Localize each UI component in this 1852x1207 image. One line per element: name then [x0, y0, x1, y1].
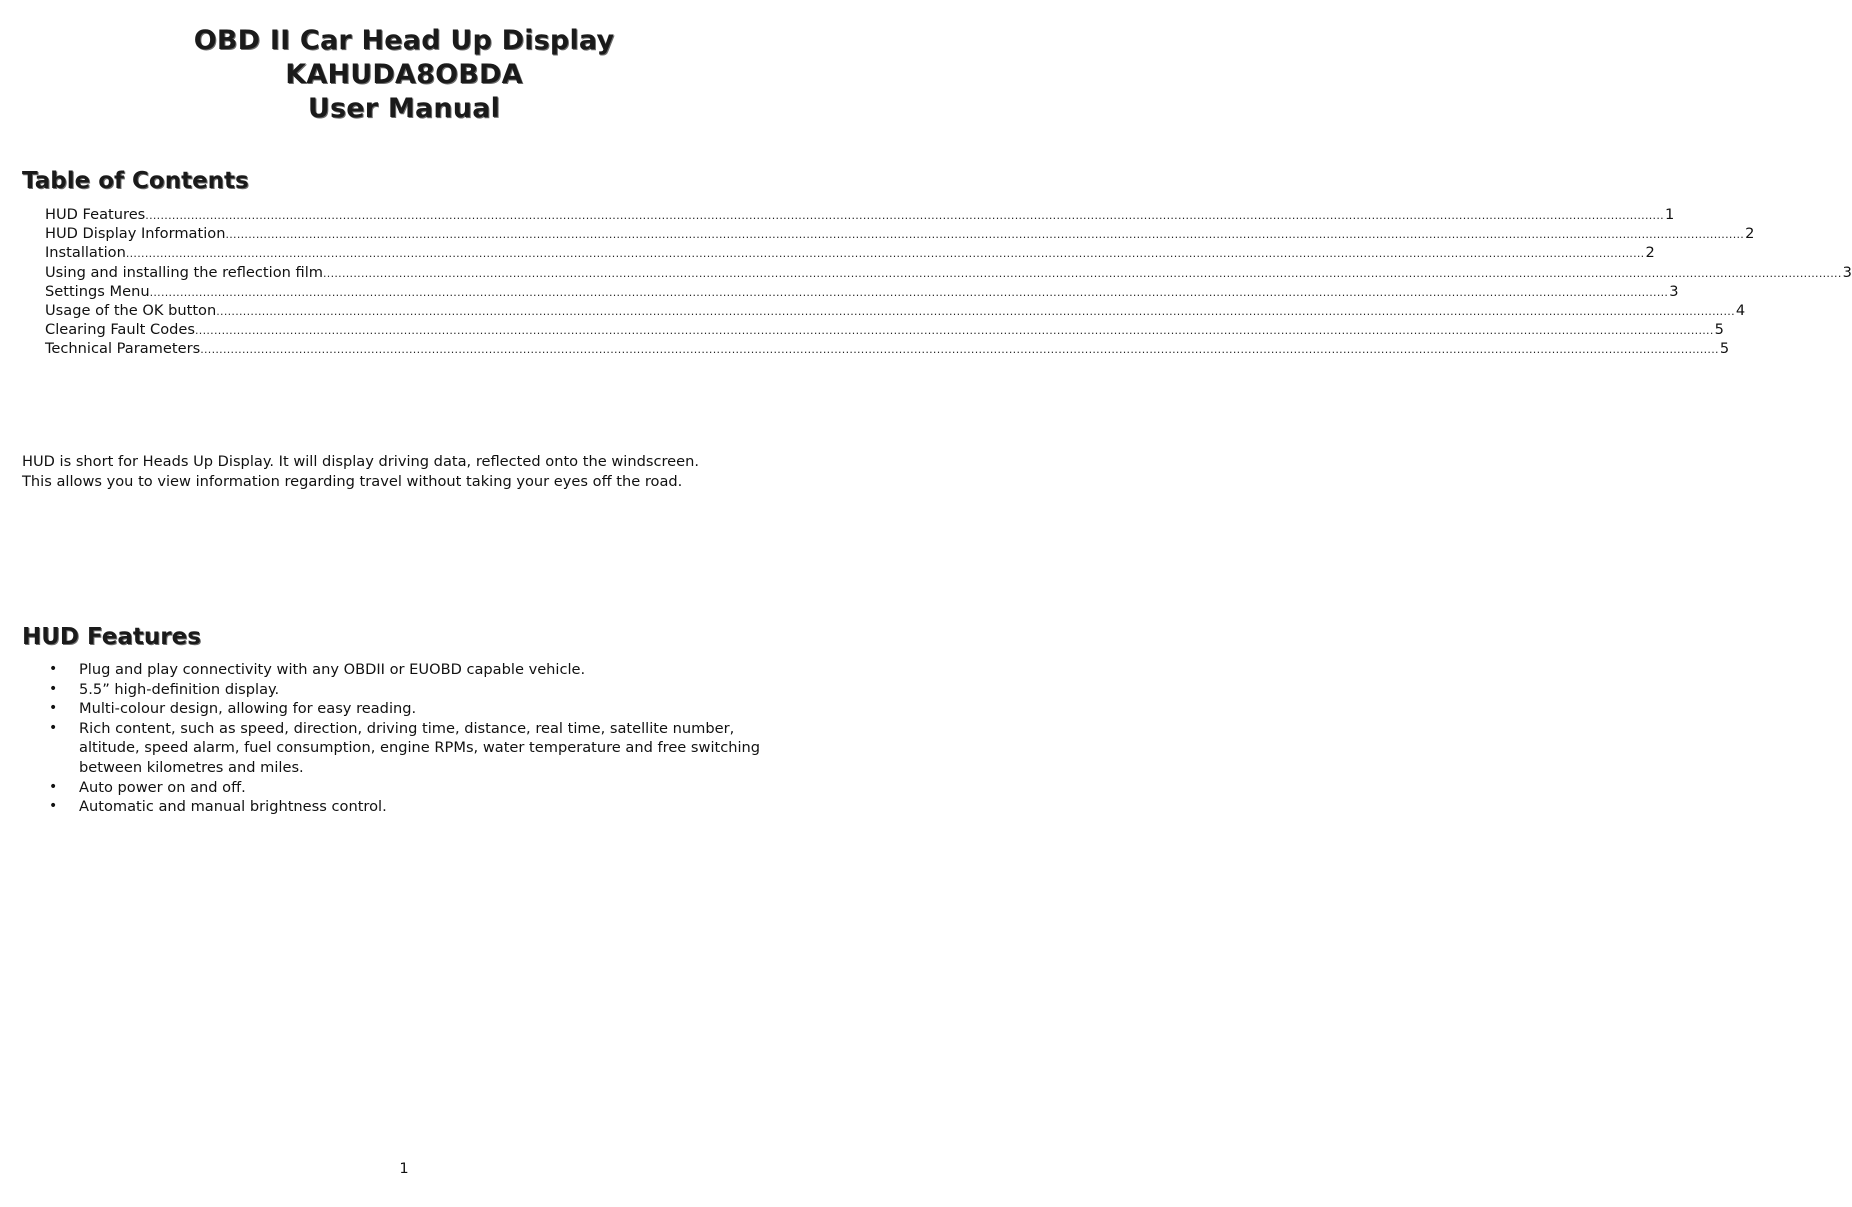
- bullet-icon: •: [49, 719, 58, 736]
- intro-line: This allows you to view information regarding travel without taking your eyes off the road.: [22, 472, 683, 490]
- toc-entry[interactable]: [45, 282, 1679, 301]
- toc-entry-page: 3: [1842, 263, 1852, 281]
- page-number: 1: [399, 1160, 409, 1177]
- toc-entry-title: HUD Display Information: [45, 225, 226, 243]
- intro-paragraph: [22, 452, 792, 491]
- feature-item: [0, 778, 790, 798]
- toc-entry-page: 1: [1664, 206, 1675, 223]
- toc-entry-title: HUD Features: [45, 206, 146, 223]
- toc-entry[interactable]: [45, 301, 1746, 320]
- toc-dot-leader: ................................................................................................................................................................................................................................................................................................................................................................................................................: [225, 228, 1745, 242]
- table-of-contents: [45, 205, 1852, 359]
- toc-entry[interactable]: [45, 339, 1730, 358]
- feature-text: Multi-colour design, allowing for easy reading.: [79, 700, 417, 718]
- toc-entry-page: 2: [1645, 244, 1655, 262]
- toc-dot-leader: ................................................................................................................................................................................................................................................................................................................................................................................................................: [149, 285, 1669, 299]
- toc-entry-title: Settings Menu: [45, 282, 150, 300]
- toc-dot-leader: ................................................................................................................................................................................................................................................................................................................................................................................................................: [145, 209, 1664, 222]
- bullet-icon: •: [49, 680, 58, 697]
- title-subtitle: User Manual: [307, 93, 501, 124]
- feature-list: [0, 660, 790, 817]
- toc-entry-title: Installation: [45, 244, 126, 262]
- feature-text: 5.5” high-definition display.: [79, 680, 280, 698]
- toc-entry-page: 5: [1719, 340, 1730, 358]
- intro-line: HUD is short for Heads Up Display. It will display driving data, reflected onto the windscreen.: [22, 453, 699, 470]
- toc-entry[interactable]: [45, 263, 1852, 282]
- toc-dot-leader: ................................................................................................................................................................................................................................................................................................................................................................................................................: [200, 343, 1719, 357]
- features-heading: HUD Features: [22, 624, 201, 650]
- toc-entry-title: Usage of the OK button: [45, 301, 217, 319]
- feature-item: [0, 680, 790, 700]
- toc-entry-page: 3: [1669, 282, 1679, 300]
- bullet-icon: •: [49, 700, 58, 717]
- toc-entry[interactable]: [45, 243, 1655, 262]
- toc-dot-leader: ................................................................................................................................................................................................................................................................................................................................................................................................................: [216, 304, 1735, 318]
- model-number: KAHUDA8OBDA: [285, 59, 523, 90]
- toc-heading: Table of Contents: [22, 168, 249, 194]
- feature-text: Plug and play connectivity with any OBDII or EUOBD capable vehicle.: [79, 661, 586, 678]
- toc-entry-page: 4: [1735, 301, 1746, 319]
- document-title: [0, 24, 808, 126]
- bullet-icon: •: [49, 661, 58, 677]
- bullet-icon: •: [49, 798, 58, 815]
- toc-entry-title: Clearing Fault Codes: [45, 321, 195, 339]
- title-line: OBD II Car Head Up Display: [193, 25, 615, 56]
- toc-entry-title: Technical Parameters: [45, 340, 201, 358]
- toc-entry-page: 2: [1745, 225, 1755, 243]
- toc-dot-leader: ................................................................................................................................................................................................................................................................................................................................................................................................................: [125, 247, 1645, 261]
- toc-dot-leader: ................................................................................................................................................................................................................................................................................................................................................................................................................: [195, 324, 1714, 338]
- toc-entry[interactable]: [45, 205, 1675, 224]
- feature-text: Rich content, such as speed, direction, driving time, distance, real time, satellite number, altitude, speed alarm, fuel consumption, engine RPMs, water temperature and free switching between kilometres and miles.: [79, 719, 761, 776]
- feature-item: [0, 797, 790, 817]
- toc-entry[interactable]: [45, 320, 1724, 339]
- toc-entry-page: 5: [1714, 321, 1724, 339]
- toc-entry-title: Using and installing the reflection film: [45, 263, 323, 281]
- feature-item: [0, 719, 790, 778]
- bullet-icon: •: [49, 778, 58, 795]
- feature-item: [0, 699, 790, 719]
- toc-entry[interactable]: [45, 224, 1755, 243]
- feature-item: [0, 660, 790, 680]
- feature-text: Automatic and manual brightness control.: [79, 798, 387, 816]
- toc-dot-leader: ................................................................................................................................................................................................................................................................................................................................................................................................................: [322, 266, 1842, 280]
- feature-text: Auto power on and off.: [79, 778, 246, 796]
